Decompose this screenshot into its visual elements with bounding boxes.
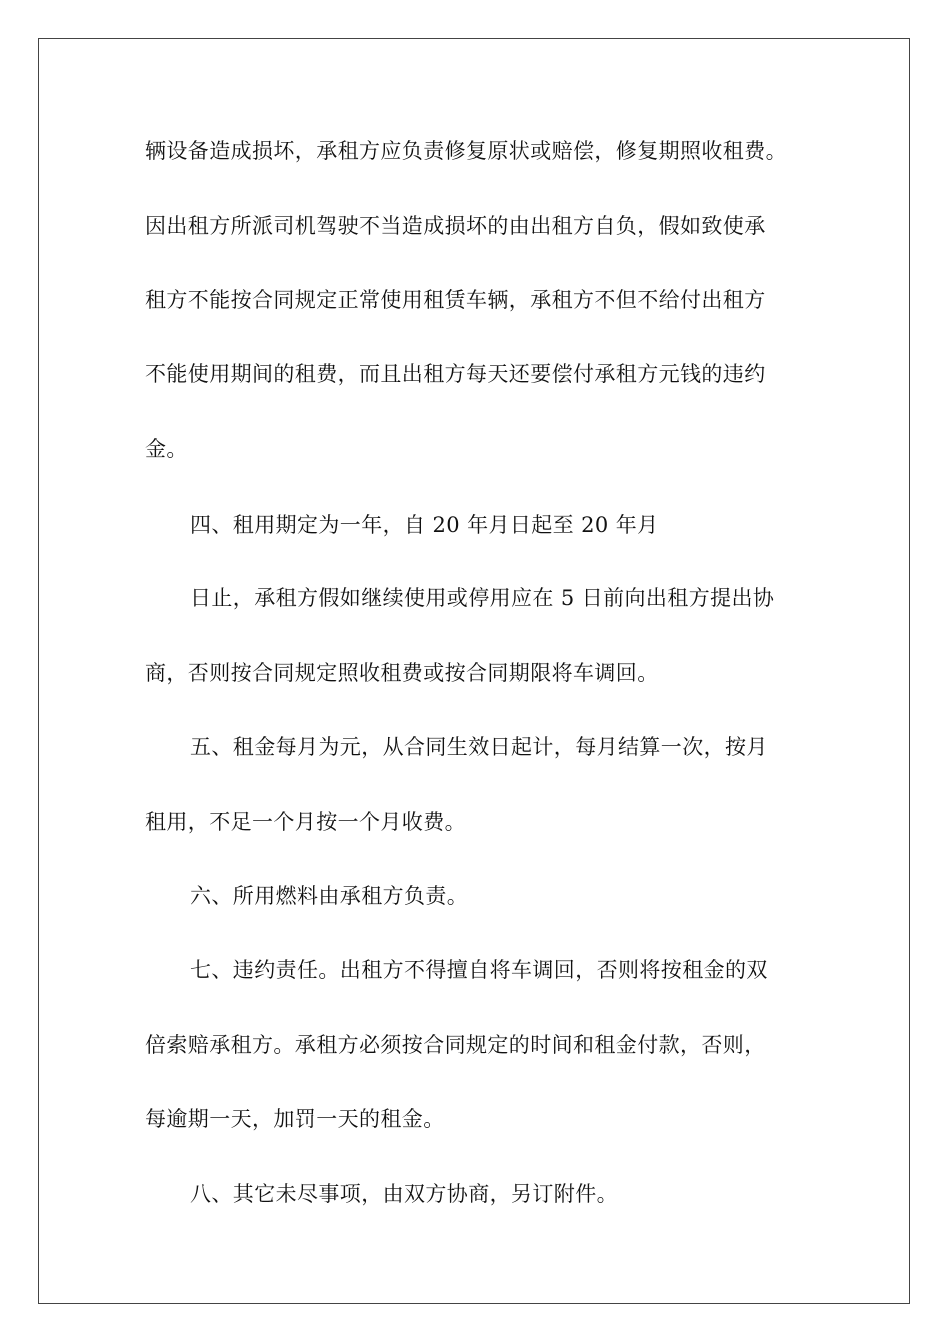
clause-5-line-1: 五、租金每月为元，从合同生效日起计，每月结算一次，按月: [190, 735, 768, 759]
clause-4-line-3: 商，否则按合同规定照收租费或按合同期限将车调回。: [145, 661, 659, 685]
text-line-3: 租方不能按合同规定正常使用租赁车辆，承租方不但不给付出租方: [145, 288, 766, 312]
clause-7-line-3: 每逾期一天，加罚一天的租金。: [145, 1107, 445, 1131]
clause-8-line-1: 八、其它未尽事项，由双方协商，另订附件。: [190, 1182, 618, 1206]
clause-4-line-2: 日止，承租方假如继续使用或停用应在 5 日前向出租方提出协: [190, 586, 775, 610]
clause-4-line-1: 四、租用期定为一年，自 20 年月日起至 20 年月: [190, 513, 659, 537]
clause-7-line-1: 七、违约责任。出租方不得擅自将车调回，否则将按租金的双: [190, 958, 768, 982]
clause-5-line-2: 租用，不足一个月按一个月收费。: [145, 810, 466, 834]
text-line-1: 辆设备造成损坏，承租方应负责修复原状或赔偿，修复期照收租费。: [145, 139, 787, 163]
clause-6-line-1: 六、所用燃料由承租方负责。: [190, 884, 469, 908]
text-line-5: 金。: [145, 437, 188, 461]
text-line-2: 因出租方所派司机驾驶不当造成损坏的由出租方自负，假如致使承: [145, 214, 766, 238]
text-line-4: 不能使用期间的租费，而且出租方每天还要偿付承租方元钱的违约: [145, 362, 766, 386]
clause-7-line-2: 倍索赔承租方。承租方必须按合同规定的时间和租金付款，否则，: [145, 1033, 766, 1057]
